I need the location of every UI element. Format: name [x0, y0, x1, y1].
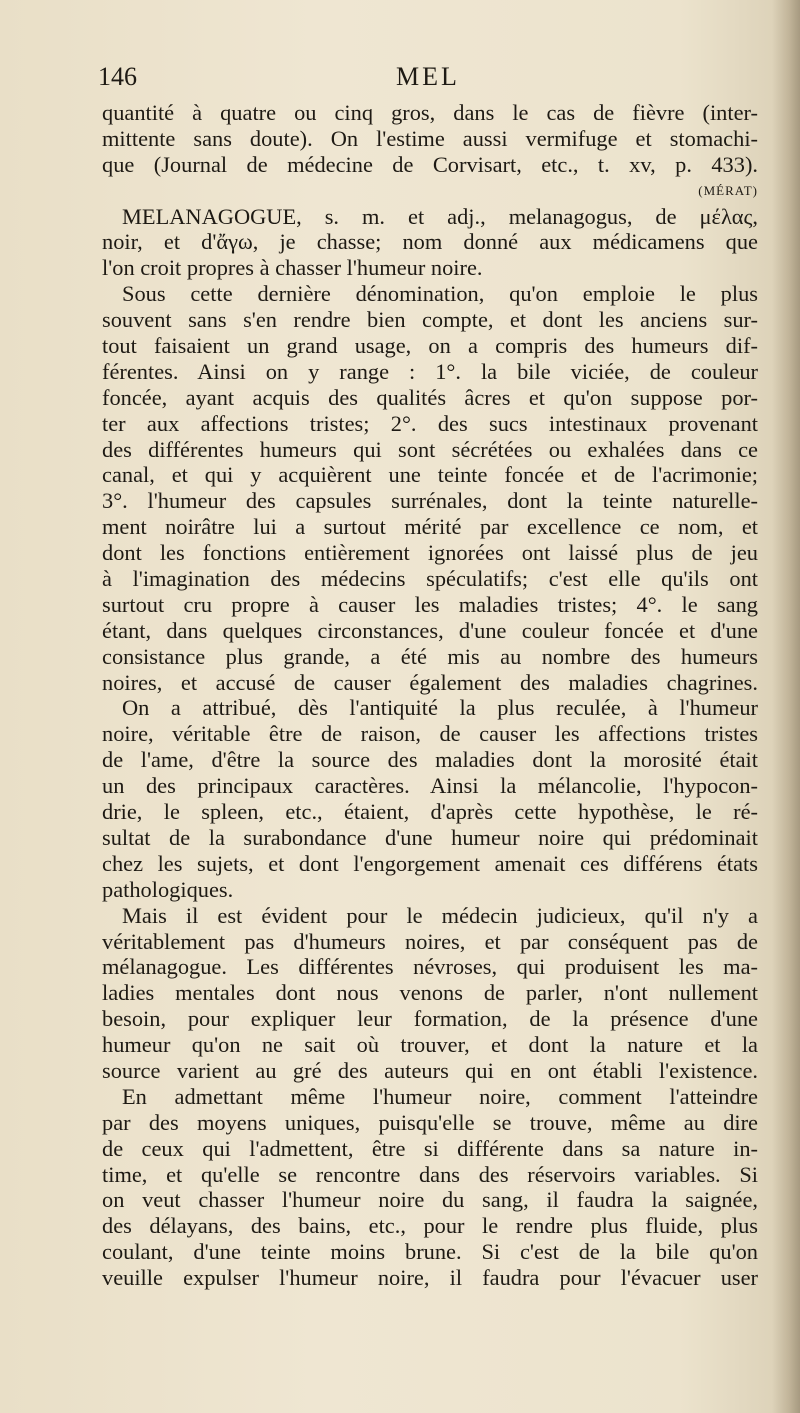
text-line: foncée, ayant acquis des qualités âcres et qu'on suppose por-: [102, 384, 758, 410]
text-line: (MÉRAT): [698, 182, 758, 198]
page-number: 146: [98, 62, 137, 91]
text-line: de l'ame, d'être la source des maladies dont la morosité était: [102, 747, 758, 773]
text-line: coulant, d'une teinte moins brune. Si c'est de la bile qu'on: [102, 1239, 758, 1265]
text-line: surtout cru propre à causer les maladies tristes; 4°. le sang: [102, 591, 758, 617]
page-header: [96, 62, 756, 96]
text-line: de ceux qui l'admettent, être si différente dans sa nature in-: [102, 1135, 758, 1161]
text-line: 3°. l'humeur des capsules surrénales, dont la teinte naturelle-: [102, 488, 758, 514]
text-line: souvent sans s'en rendre bien compte, et dont les anciens sur-: [102, 307, 758, 333]
text-line: que (Journal de médecine de Corvisart, etc., t. xv, p. 433).: [102, 151, 758, 177]
text-line: dont les fonctions entièrement ignorées ont laissé plus de jeu: [102, 540, 758, 566]
text-line: un des principaux caractères. Ainsi la mélancolie, l'hypocon-: [102, 773, 758, 799]
page-gutter-shadow: [772, 0, 800, 1413]
text-line: véritablement pas d'humeurs noires, et par conséquent pas de: [102, 928, 758, 954]
text-line: noir, et d'ἄγω, je chasse; nom donné aux médicamens que: [102, 229, 758, 255]
text-line: mélanagogue. Les différentes névroses, qui produisent les ma-: [102, 954, 758, 980]
text-line: à l'imagination des médecins spéculatifs; c'est elle qu'ils ont: [102, 566, 758, 592]
text-line: férentes. Ainsi on y range : 1°. la bile viciée, de couleur: [102, 358, 758, 384]
text-line: mittente sans doute). On l'estime aussi vermifuge et stomachi-: [102, 125, 758, 151]
body-text: [102, 100, 758, 1291]
text-line: humeur qu'on ne sait où trouver, et dont la nature et la: [102, 1032, 758, 1058]
text-line: time, et qu'elle se rencontre dans des réservoirs variables. Si: [102, 1161, 758, 1187]
text-line: drie, le spleen, etc., étaient, d'après cette hypothèse, le ré-: [102, 799, 758, 825]
text-line: pathologiques.: [102, 876, 234, 902]
text-line: noire, véritable être de raison, de causer les affections tristes: [102, 721, 758, 747]
text-line: consistance plus grande, a été mis au nombre des humeurs: [102, 643, 758, 669]
text-line: tout faisaient un grand usage, on a compris des humeurs dif-: [102, 333, 758, 359]
text-line: quantité à quatre ou cinq gros, dans le cas de fièvre (inter-: [102, 100, 758, 125]
text-line: chez les sujets, et dont l'engorgement amenait ces différens états: [102, 850, 758, 876]
text-line: on veut chasser l'humeur noire du sang, il faudra la saignée,: [102, 1187, 758, 1213]
text-line: l'on croit propres à chasser l'humeur noire.: [102, 255, 483, 281]
text-line: ladies mentales dont nous venons de parler, n'ont nullement: [102, 980, 758, 1006]
text-line: ment noirâtre lui a surtout mérité par excellence ce nom, et: [102, 514, 758, 540]
text-line: canal, et qui y acquièrent une teinte foncée et de l'acrimonie;: [102, 462, 758, 488]
text-line: Mais il est évident pour le médecin judicieux, qu'il n'y a: [122, 902, 758, 928]
text-line: sultat de la surabondance d'une humeur noire qui prédominait: [102, 824, 758, 850]
text-line: veuille expulser l'humeur noire, il faudra pour l'évacuer user: [102, 1265, 758, 1291]
text-line: des délayans, des bains, etc., pour le rendre plus fluide, plus: [102, 1213, 758, 1239]
running-head: MEL: [396, 62, 460, 91]
text-line: des différentes humeurs qui sont sécrétées ou exhalées dans ce: [102, 436, 758, 462]
text-line: besoin, pour expliquer leur formation, de la présence d'une: [102, 1006, 758, 1032]
text-line: En admettant même l'humeur noire, comment l'atteindre: [122, 1083, 758, 1109]
text-line: On a attribué, dès l'antiquité la plus reculée, à l'humeur: [122, 695, 758, 721]
text-line: étant, dans quelques circonstances, d'une couleur foncée et d'une: [102, 617, 758, 643]
text-line: noires, et accusé de causer également des maladies chagrines.: [102, 669, 758, 695]
text-line: MELANAGOGUE, s. m. et adj., melanagogus, de μέλας,: [122, 203, 758, 229]
text-line: source varient au gré des auteurs qui en ont établi l'existence.: [102, 1057, 758, 1083]
text-line: par des moyens uniques, puisqu'elle se trouve, même au dire: [102, 1109, 758, 1135]
text-line: ter aux affections tristes; 2°. des sucs intestinaux provenant: [102, 410, 758, 436]
text-line: Sous cette dernière dénomination, qu'on emploie le plus: [122, 281, 758, 307]
